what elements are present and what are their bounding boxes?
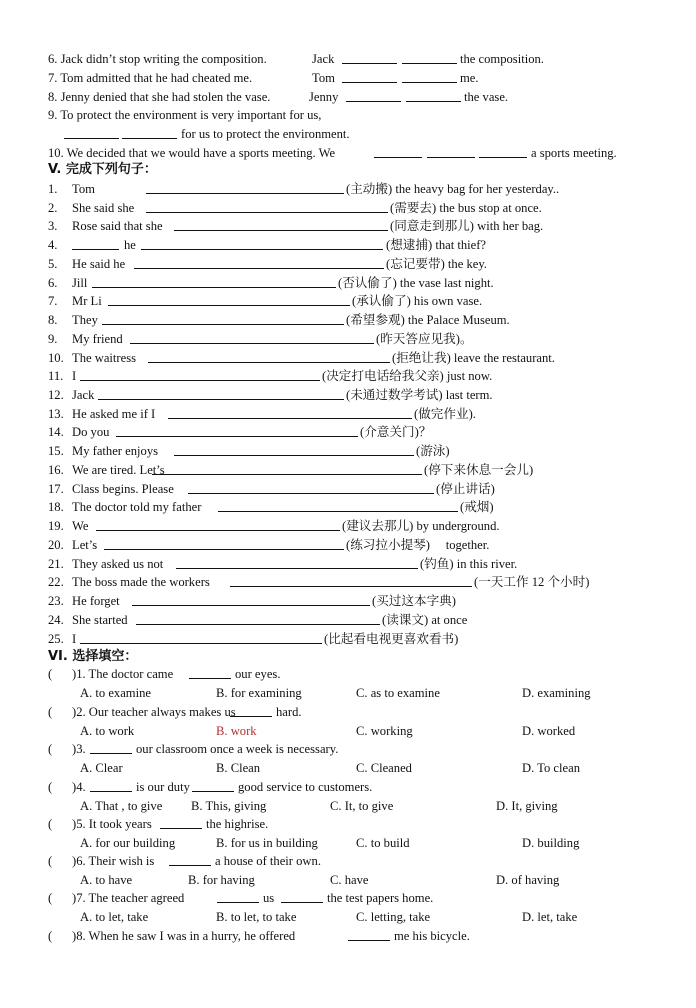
option-b: B. Clean (216, 761, 261, 775)
answer-blank[interactable] (189, 668, 231, 679)
question-text: )2. Our teacher always makes us (72, 705, 236, 719)
item-tail: for us to protect the environment. (181, 127, 350, 141)
item-hint: (钓鱼) in this river. (420, 557, 518, 571)
option-c: C. It, to give (330, 799, 394, 813)
item-number: 12. (48, 388, 64, 402)
answer-blank[interactable] (169, 855, 211, 866)
item-hint: (停止讲话) (436, 482, 495, 496)
answer-blank[interactable] (148, 352, 390, 363)
question-text: )4. (72, 780, 86, 794)
item-prompt: He said he (72, 257, 126, 271)
answer-blank[interactable] (479, 147, 527, 158)
item-hint: (练习拉小提琴) together. (346, 538, 490, 552)
item-text: 6. Jack didn’t stop writing the composition. (48, 52, 267, 66)
item-hint: (忘记要带) the key. (386, 257, 487, 271)
item-prompt: They (72, 313, 98, 327)
item-subject: he (124, 238, 136, 252)
item-prompt: My friend (72, 332, 123, 346)
answer-paren: ( (48, 854, 53, 868)
answer-blank[interactable] (174, 220, 388, 231)
option-a: A. Clear (80, 761, 123, 775)
item-prompt: She started (72, 613, 128, 627)
question-text: our classroom once a week is necessary. (136, 742, 339, 756)
section-title: V. 完成下列句子： (48, 162, 157, 177)
item-prompt: Let’s (72, 538, 98, 552)
item-hint: (停下来休息一会儿) (424, 463, 534, 477)
option-a: A. to examine (80, 686, 151, 700)
item-hint: (决定打电话给我父亲) just now. (322, 369, 493, 383)
answer-blank[interactable] (152, 464, 422, 475)
item-prompt: The waitress (72, 351, 136, 365)
item-text: 10. We decided that we would have a sports meeting. We (48, 146, 336, 160)
item-hint: (承认偷了) his own vase. (352, 294, 483, 308)
item-prompt: Tom (72, 182, 95, 196)
item-number: 14. (48, 425, 64, 439)
answer-blank[interactable] (92, 277, 336, 288)
item-subject: Jack (312, 52, 335, 66)
item-prompt: I (72, 369, 77, 383)
answer-blank[interactable] (217, 892, 259, 903)
question-text: me his bicycle. (394, 929, 470, 943)
item-number: 15. (48, 444, 64, 458)
item-prompt: She said she (72, 201, 135, 215)
item-prompt: Jack (72, 388, 95, 402)
answer-blank[interactable] (188, 483, 434, 494)
item-hint: (一天工作 12 个小时) (474, 575, 590, 589)
question-text: )1. The doctor came (72, 667, 174, 681)
item-hint: (主动搬) the heavy bag for her yesterday.. (346, 182, 560, 196)
option-c: C. as to examine (356, 686, 440, 700)
answer-blank[interactable] (160, 818, 202, 829)
question-text: a house of their own. (215, 854, 321, 868)
option-c: C. to build (356, 836, 410, 850)
item-number: 24. (48, 613, 64, 627)
item-hint: (建议去那儿) by underground. (342, 519, 500, 533)
question-text: is our duty (136, 780, 190, 794)
option-b: B. This, giving (191, 799, 267, 813)
item-subject: Tom (312, 71, 335, 85)
answer-blank[interactable] (346, 91, 401, 102)
answer-blank[interactable] (130, 333, 374, 344)
option-d: D. building (522, 836, 580, 850)
item-number: 10. (48, 351, 64, 365)
item-number: 4. (48, 238, 58, 252)
answer-blank[interactable] (342, 53, 397, 64)
item-hint: (昨天答应见我)。 (376, 332, 473, 346)
answer-blank[interactable] (218, 501, 458, 512)
answer-blank[interactable] (136, 614, 380, 625)
item-text: 7. Tom admitted that he had cheated me. (48, 71, 253, 85)
item-prompt: We (72, 519, 89, 533)
answer-blank[interactable] (192, 781, 234, 792)
item-number: 2. (48, 201, 58, 215)
answer-blank[interactable] (281, 892, 323, 903)
answer-blank[interactable] (348, 930, 390, 941)
item-hint: (游泳) (416, 444, 450, 458)
option-b: B. work (216, 724, 257, 738)
item-hint: (需要去) the bus stop at once. (390, 201, 542, 215)
item-number: 6. (48, 276, 58, 290)
item-number: 17. (48, 482, 64, 496)
item-prompt: They asked us not (72, 557, 164, 571)
question-text: our eyes. (235, 667, 281, 681)
option-c: C. have (330, 873, 369, 887)
option-b: B. to let, to take (216, 910, 297, 924)
item-number: 25. (48, 632, 64, 646)
answer-blank[interactable] (80, 633, 322, 644)
answer-blank[interactable] (176, 558, 418, 569)
answer-blank[interactable] (108, 295, 350, 306)
answer-blank[interactable] (141, 239, 383, 250)
item-number: 1. (48, 182, 58, 196)
answer-blank[interactable] (168, 408, 412, 419)
answer-blank[interactable] (406, 91, 461, 102)
item-text: 8. Jenny denied that she had stolen the vase. (48, 90, 271, 104)
option-b: B. for examining (216, 686, 302, 700)
answer-blank[interactable] (174, 445, 414, 456)
item-prompt: Do you (72, 425, 110, 439)
question-text: )5. It took years (72, 817, 152, 831)
item-tail: me. (460, 71, 479, 85)
question-text: hard. (276, 705, 302, 719)
question-text: us (263, 891, 275, 905)
question-text: )7. The teacher agreed (72, 891, 185, 905)
item-hint: (介意关门)？ (360, 425, 432, 439)
answer-blank[interactable] (402, 72, 457, 83)
option-c: C. letting, take (356, 910, 431, 924)
item-number: 19. (48, 519, 64, 533)
item-tail: the composition. (460, 52, 544, 66)
item-number: 5. (48, 257, 58, 271)
item-prompt: My father enjoys (72, 444, 159, 458)
option-c: C. Cleaned (356, 761, 412, 775)
answer-paren: ( (48, 667, 53, 681)
answer-paren: ( (48, 891, 53, 905)
item-prompt: He asked me if I (72, 407, 156, 421)
answer-paren: ( (48, 929, 53, 943)
answer-blank[interactable] (122, 128, 177, 139)
item-tail: a sports meeting. (531, 146, 617, 160)
item-number: 16. (48, 463, 64, 477)
item-prompt: We are tired. Let’s (72, 463, 165, 477)
item-prompt: He forget (72, 594, 120, 608)
answer-blank[interactable] (402, 53, 457, 64)
option-c: C. working (356, 724, 413, 738)
item-number: 22. (48, 575, 64, 589)
answer-blank[interactable] (374, 147, 422, 158)
item-prompt: The doctor told my father (72, 500, 202, 514)
answer-blank[interactable] (64, 128, 119, 139)
item-subject: Jenny (309, 90, 339, 104)
item-number: 11. (48, 369, 64, 383)
item-hint: (读课文) at once (382, 613, 468, 627)
item-number: 18. (48, 500, 64, 514)
item-hint: (否认偷了) the vase last night. (338, 276, 494, 290)
item-prompt: Jill (72, 276, 88, 290)
option-a: A. for our building (80, 836, 176, 850)
item-hint: (同意走到那儿) with her bag. (390, 219, 544, 233)
option-d: D. examining (522, 686, 591, 700)
item-hint: (做完作业). (414, 407, 476, 421)
item-hint: (拒绝让我) leave the restaurant. (392, 351, 555, 365)
answer-blank[interactable] (80, 370, 320, 381)
answer-blank[interactable] (230, 576, 472, 587)
answer-blank[interactable] (116, 426, 358, 437)
question-text: the test papers home. (327, 891, 434, 905)
section-title: VI. 选择填空： (48, 649, 138, 664)
item-prompt: The boss made the workers (72, 575, 210, 589)
item-number: 13. (48, 407, 64, 421)
option-d: D. To clean (522, 761, 580, 775)
item-prompt: Class begins. Please (72, 482, 174, 496)
answer-blank[interactable] (427, 147, 475, 158)
answer-blank[interactable] (90, 781, 132, 792)
answer-blank[interactable] (146, 202, 388, 213)
item-number: 23. (48, 594, 64, 608)
option-a: A. That , to give (80, 799, 163, 813)
answer-paren: ( (48, 817, 53, 831)
question-text: )8. When he saw I was in a hurry, he offered (72, 929, 296, 943)
option-b: B. for having (188, 873, 255, 887)
item-hint: (比起看电视更喜欢看书) (324, 632, 459, 646)
item-number: 9. (48, 332, 58, 346)
answer-blank[interactable] (98, 389, 344, 400)
item-prompt: I (72, 632, 77, 646)
item-number: 8. (48, 313, 58, 327)
item-hint: (戒烟) (460, 500, 494, 514)
item-hint: (买过这本字典) (372, 594, 456, 608)
question-text: good service to customers. (238, 780, 373, 794)
question-text: )6. Their wish is (72, 854, 155, 868)
answer-paren: ( (48, 742, 53, 756)
option-d: D. worked (522, 724, 576, 738)
answer-blank[interactable] (134, 258, 384, 269)
item-prompt: Mr Li (72, 294, 102, 308)
option-b: B. for us in building (216, 836, 318, 850)
option-a: A. to work (80, 724, 135, 738)
answer-blank[interactable] (342, 72, 397, 83)
item-hint: (未通过数学考试) last term. (346, 388, 493, 402)
answer-blank[interactable] (72, 239, 119, 250)
item-number: 21. (48, 557, 64, 571)
option-d: D. of having (496, 873, 560, 887)
option-d: D. let, take (522, 910, 578, 924)
answer-blank[interactable] (102, 314, 344, 325)
answer-blank[interactable] (104, 539, 344, 550)
item-number: 20. (48, 538, 64, 552)
answer-blank[interactable] (96, 520, 340, 531)
item-hint: (希望参观) the Palace Museum. (346, 313, 510, 327)
question-text: the highrise. (206, 817, 269, 831)
option-d: D. It, giving (496, 799, 558, 813)
item-hint: (想逮捕) that thief? (386, 238, 487, 252)
option-a: A. to let, take (80, 910, 149, 924)
question-text: )3. (72, 742, 86, 756)
item-number: 7. (48, 294, 58, 308)
answer-blank[interactable] (230, 706, 272, 717)
item-tail: the vase. (464, 90, 509, 104)
option-a: A. to have (80, 873, 133, 887)
answer-paren: ( (48, 705, 53, 719)
item-prompt: Rose said that she (72, 219, 163, 233)
answer-paren: ( (48, 780, 53, 794)
answer-blank[interactable] (132, 595, 370, 606)
item-number: 3. (48, 219, 58, 233)
answer-blank[interactable] (146, 183, 344, 194)
item-text: 9. To protect the environment is very important for us, (48, 108, 322, 122)
answer-blank[interactable] (90, 743, 132, 754)
